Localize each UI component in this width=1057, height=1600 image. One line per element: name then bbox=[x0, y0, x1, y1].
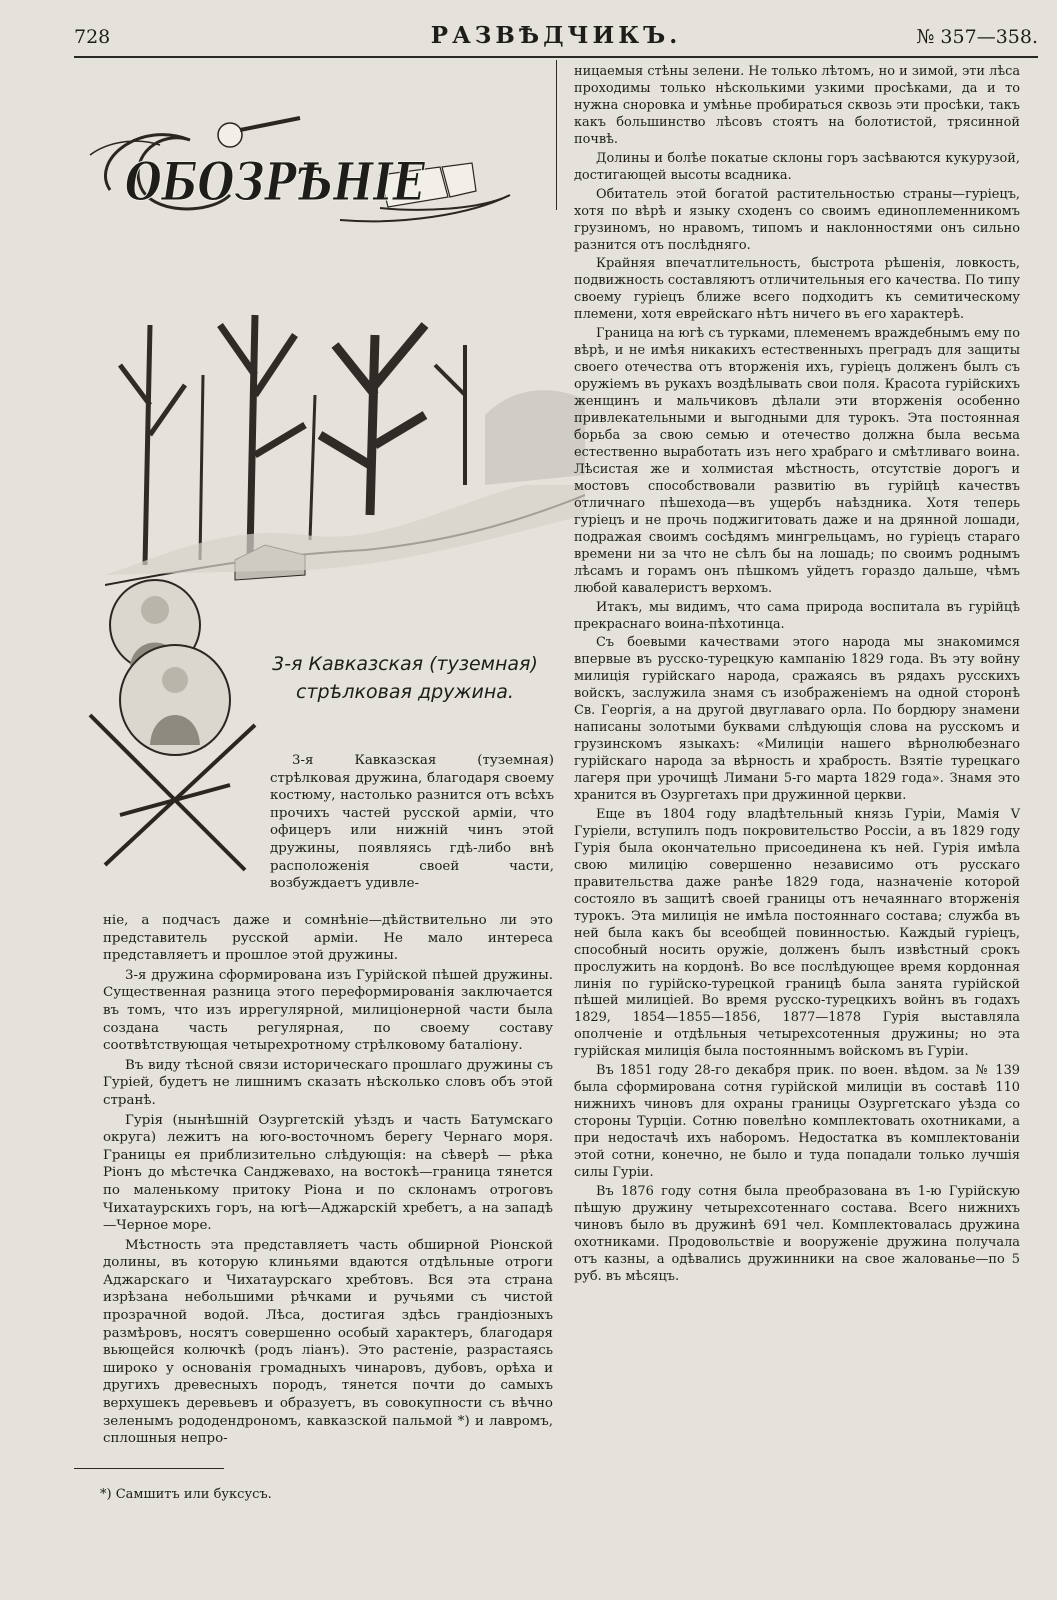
paragraph: Въ виду тѣсной связи историческаго прошлаго дружины съ Гуріей, будетъ не лишнимъ сказать нѣсколько словъ объ этой странѣ. bbox=[103, 1057, 553, 1108]
paragraph: Съ боевыми качествами этого народа мы знакомимся впервые въ русско-турецкую кампанію 1829 года. Въ эту войну милиція гурійскаго народа, сражаясь въ рядахъ русскихъ войскъ, заслужила знамя съ изображеніемъ на одной сторонѣ Св. Георгія, а на другой двуглаваго орла. По бордюру знамени написаны золотыми буквами слѣдующія слова на русскомъ и грузинскомъ языкахъ: «Милиціи нашего вѣрнолюбезнаго гурійскаго народа за вѣрность и храбрость. Взятіе турецкаго лагеря при урочищѣ Лимани 5-го марта 1829 года». Знамя это хранится въ Озургетахъ при дружинной церкви. bbox=[574, 635, 1020, 804]
section-heading-ornament bbox=[80, 100, 520, 235]
page-header bbox=[74, 20, 1038, 58]
paragraph: Итакъ, мы видимъ, что сама природа воспитала въ гурійцѣ прекраснаго воина-пѣхотинца. bbox=[574, 599, 1020, 632]
left-column-narrow bbox=[270, 752, 554, 893]
paragraph: Граница на югѣ съ турками, племенемъ враждебнымъ ему по вѣрѣ, и не имѣя никакихъ естественныхъ преградъ для защиты своего отечества отъ вторженія ихъ, гуріецъ долженъ былъ съ оружіемъ въ рукахъ воздѣлывать свои поля. Красота гурійскихъ женщинъ и мальчиковъ дѣлали эти вторженія особенно привлекательными и выгодными для турокъ. Эта постоянная борьба за свою семью и отечество должна была весьма естественно выработать изъ него храбраго и смѣтливаго воина. Лѣсистая же и холмистая мѣстность, отсутствіе дорогъ и мостовъ способствовали развитію въ гурійцѣ качествъ отличнаго пѣшехода—въ ущербъ наѣздника. Хотя теперь гуріецъ и не прочь поджигитовать даже и на дрянной лошади, подражая своимъ сосѣдямъ мингрельцамъ, но гуріецъ стараго времени ни за что не сѣлъ бы на лошадь; по своимъ роднымъ лѣсамъ и горамъ онъ пѣшкомъ уйдетъ гораздо дальше, чѣмъ любой кавалеристъ верхомъ. bbox=[574, 326, 1020, 596]
paragraph: Въ 1876 году сотня была преобразована въ 1-ю Гурійскую пѣшую дружину четырехсотеннаго состава. Всего нижнихъ чиновъ было въ дружинѣ 691 чел. Комплектовалась дружина охотниками. Продовольствіе и вооруженіе дружина получала отъ казны, а одѣвались дружинники на свое жалованье—по 5 руб. въ мѣсяцъ. bbox=[574, 1183, 1020, 1284]
left-column bbox=[103, 912, 553, 1448]
footnote-rule bbox=[74, 1468, 224, 1469]
page-number: 728 bbox=[74, 26, 111, 48]
paragraph: Еще въ 1804 году владѣтельный князь Гуріи, Мамія V Гуріели, вступилъ подъ покровительство Россіи, а въ 1829 году Гурія была окончательно присоединена къ ней. Гурія имѣла свою милицію совершенно независимо отъ русскаго правительства даже ранѣе 1829 года, назначеніе которой состояло въ защитѣ своей границы отъ нечаяннаго вторженія турокъ. Эта милиція не имѣла постояннаго состава; служба въ ней была какъ бы всеобщей повинностью. Каждый гуріецъ, способный носить оружіе, долженъ былъ извѣстный срокъ прослужить на кордонѣ. Во все послѣдующее время кордонная линія по гурійско-турецкой границѣ была занята гурійской пѣшей милиціей. Во время русско-турецкихъ войнъ въ годахъ 1829, 1854—1855—1856, 1877—1878 Гурія выставляла ополченіе и отдѣльныя четырехсотенныя дружины; но эта гурійская милиція была постояннымъ войскомъ въ Гуріи. bbox=[574, 806, 1020, 1060]
paragraph: Крайняя впечатлительность, быстрота рѣшенія, ловкость, подвижность составляютъ отличительныя его качества. По типу своему гуріецъ ближе всего подходитъ къ семитическому племени, хотя еврейскаго нѣтъ ничего въ его характерѣ. bbox=[574, 256, 1020, 323]
header-rule bbox=[74, 56, 1038, 58]
portraits-illustration bbox=[80, 575, 270, 875]
forest-illustration bbox=[105, 285, 585, 610]
issue-number: № 357—358. bbox=[916, 26, 1038, 48]
paragraph: Гурія (нынѣшній Озургетскій уѣздъ и часть Батумскаго округа) лежитъ на юго-восточномъ берегу Чернаго моря. Границы ея приблизительно слѣдующія: на сѣверѣ — рѣка Ріонъ до мѣстечка Санджевахо, на востокѣ—граница тянется по маленькому притоку Ріона и по склонамъ отроговъ Чихатаурскихъ горъ, на югѣ—Аджарскій хребетъ, а на западѣ—Черное море. bbox=[103, 1112, 553, 1234]
paragraph: 3-я дружина сформирована изъ Гурійской пѣшей дружины. Существенная разница этого переформированія заключается въ томъ, что изъ иррегулярной, милиціонерной части была создана часть регулярная, по своему составу соотвѣтствующая четырехротному стрѣлковому баталіону. bbox=[103, 967, 553, 1054]
paragraph: Долины и болѣе покатые склоны горъ засѣваются кукурузой, достигающей высоты всадника. bbox=[574, 150, 1020, 183]
right-column bbox=[574, 64, 1020, 1286]
paragraph: ницаемыя стѣны зелени. Не только лѣтомъ, но и зимой, эти лѣса проходимы только нѣсколькими узкими просѣками, да и то нужна сноровка и умѣнье пробираться сквозь эти просѣки, такъ какъ большинство лѣсовъ стоятъ на болотистой, трясинной почвѣ. bbox=[574, 64, 1020, 147]
paragraph: ніе, а подчасъ даже и сомнѣніе—дѣйствительно ли это представитель русской арміи. Не мало интереса представляетъ и прошлое этой дружины. bbox=[103, 913, 553, 964]
paragraph: Обитатель этой богатой растительностью страны—гуріецъ, хотя по вѣрѣ и языку сходенъ со своимъ единоплеменникомъ грузиномъ, но нравомъ, типомъ и наклонностями онъ сильно разнится отъ послѣдняго. bbox=[574, 186, 1020, 253]
section-heading: ОБОЗРѢНІЕ bbox=[125, 152, 427, 213]
column-divider bbox=[556, 60, 557, 210]
paragraph: 3-я Кавказская (туземная) стрѣлковая дружина, благодаря своему костюму, настолько разнится отъ всѣхъ прочихъ частей русской арміи, что офицеръ или нижній чинъ этой дружины, появляясь гдѣ-либо внѣ расположенія своей части, возбуждаетъ удивле- bbox=[270, 753, 554, 892]
journal-title: РАЗВѢДЧИКЪ. bbox=[430, 22, 682, 49]
footnote: *) Самшитъ или буксусъ. bbox=[100, 1487, 272, 1502]
paragraph: Мѣстность эта представляетъ часть обширной Ріонской долины, въ которую клиньями вдаются отдѣльные отроги Аджарскаго и Чихатаурскаго хребтовъ. Вся эта страна изрѣзана небольшими рѣчками и ручьями съ чистой прозрачной водой. Лѣса, достигая здѣсь грандіозныхъ размѣровъ, носятъ совершенно особый характеръ, благодаря вьющейся колючкѣ (родъ ліанъ). Это растеніе, разрастаясь широко у основанія громадныхъ чинаровъ, дубовъ, орѣха и другихъ древесныхъ породъ, тянется почти до самыхъ верхушекъ деревьевъ и образуетъ, въ совокупности съ вѣчно зеленымъ рододендрономъ, кавказской пальмой *) и лавромъ, сплошныя непро- bbox=[103, 1237, 553, 1447]
paragraph: Въ 1851 году 28-го декабря прик. по воен. вѣдом. за № 139 была сформирована сотня гурійской милиціи въ составѣ 110 нижнихъ чиновъ для охраны границы Озургетскаго уѣзда со стороны Турціи. Сотню повелѣно комплектовать охотниками, а при недостачѣ ихъ наборомъ. Недостатка въ комплектованіи этой сотни, конечно, не было и туда попадали только лучшія силы Гуріи. bbox=[574, 1063, 1020, 1180]
article-title: 3-я Кавказская (туземная) стрѣлковая дружина. bbox=[272, 653, 538, 703]
